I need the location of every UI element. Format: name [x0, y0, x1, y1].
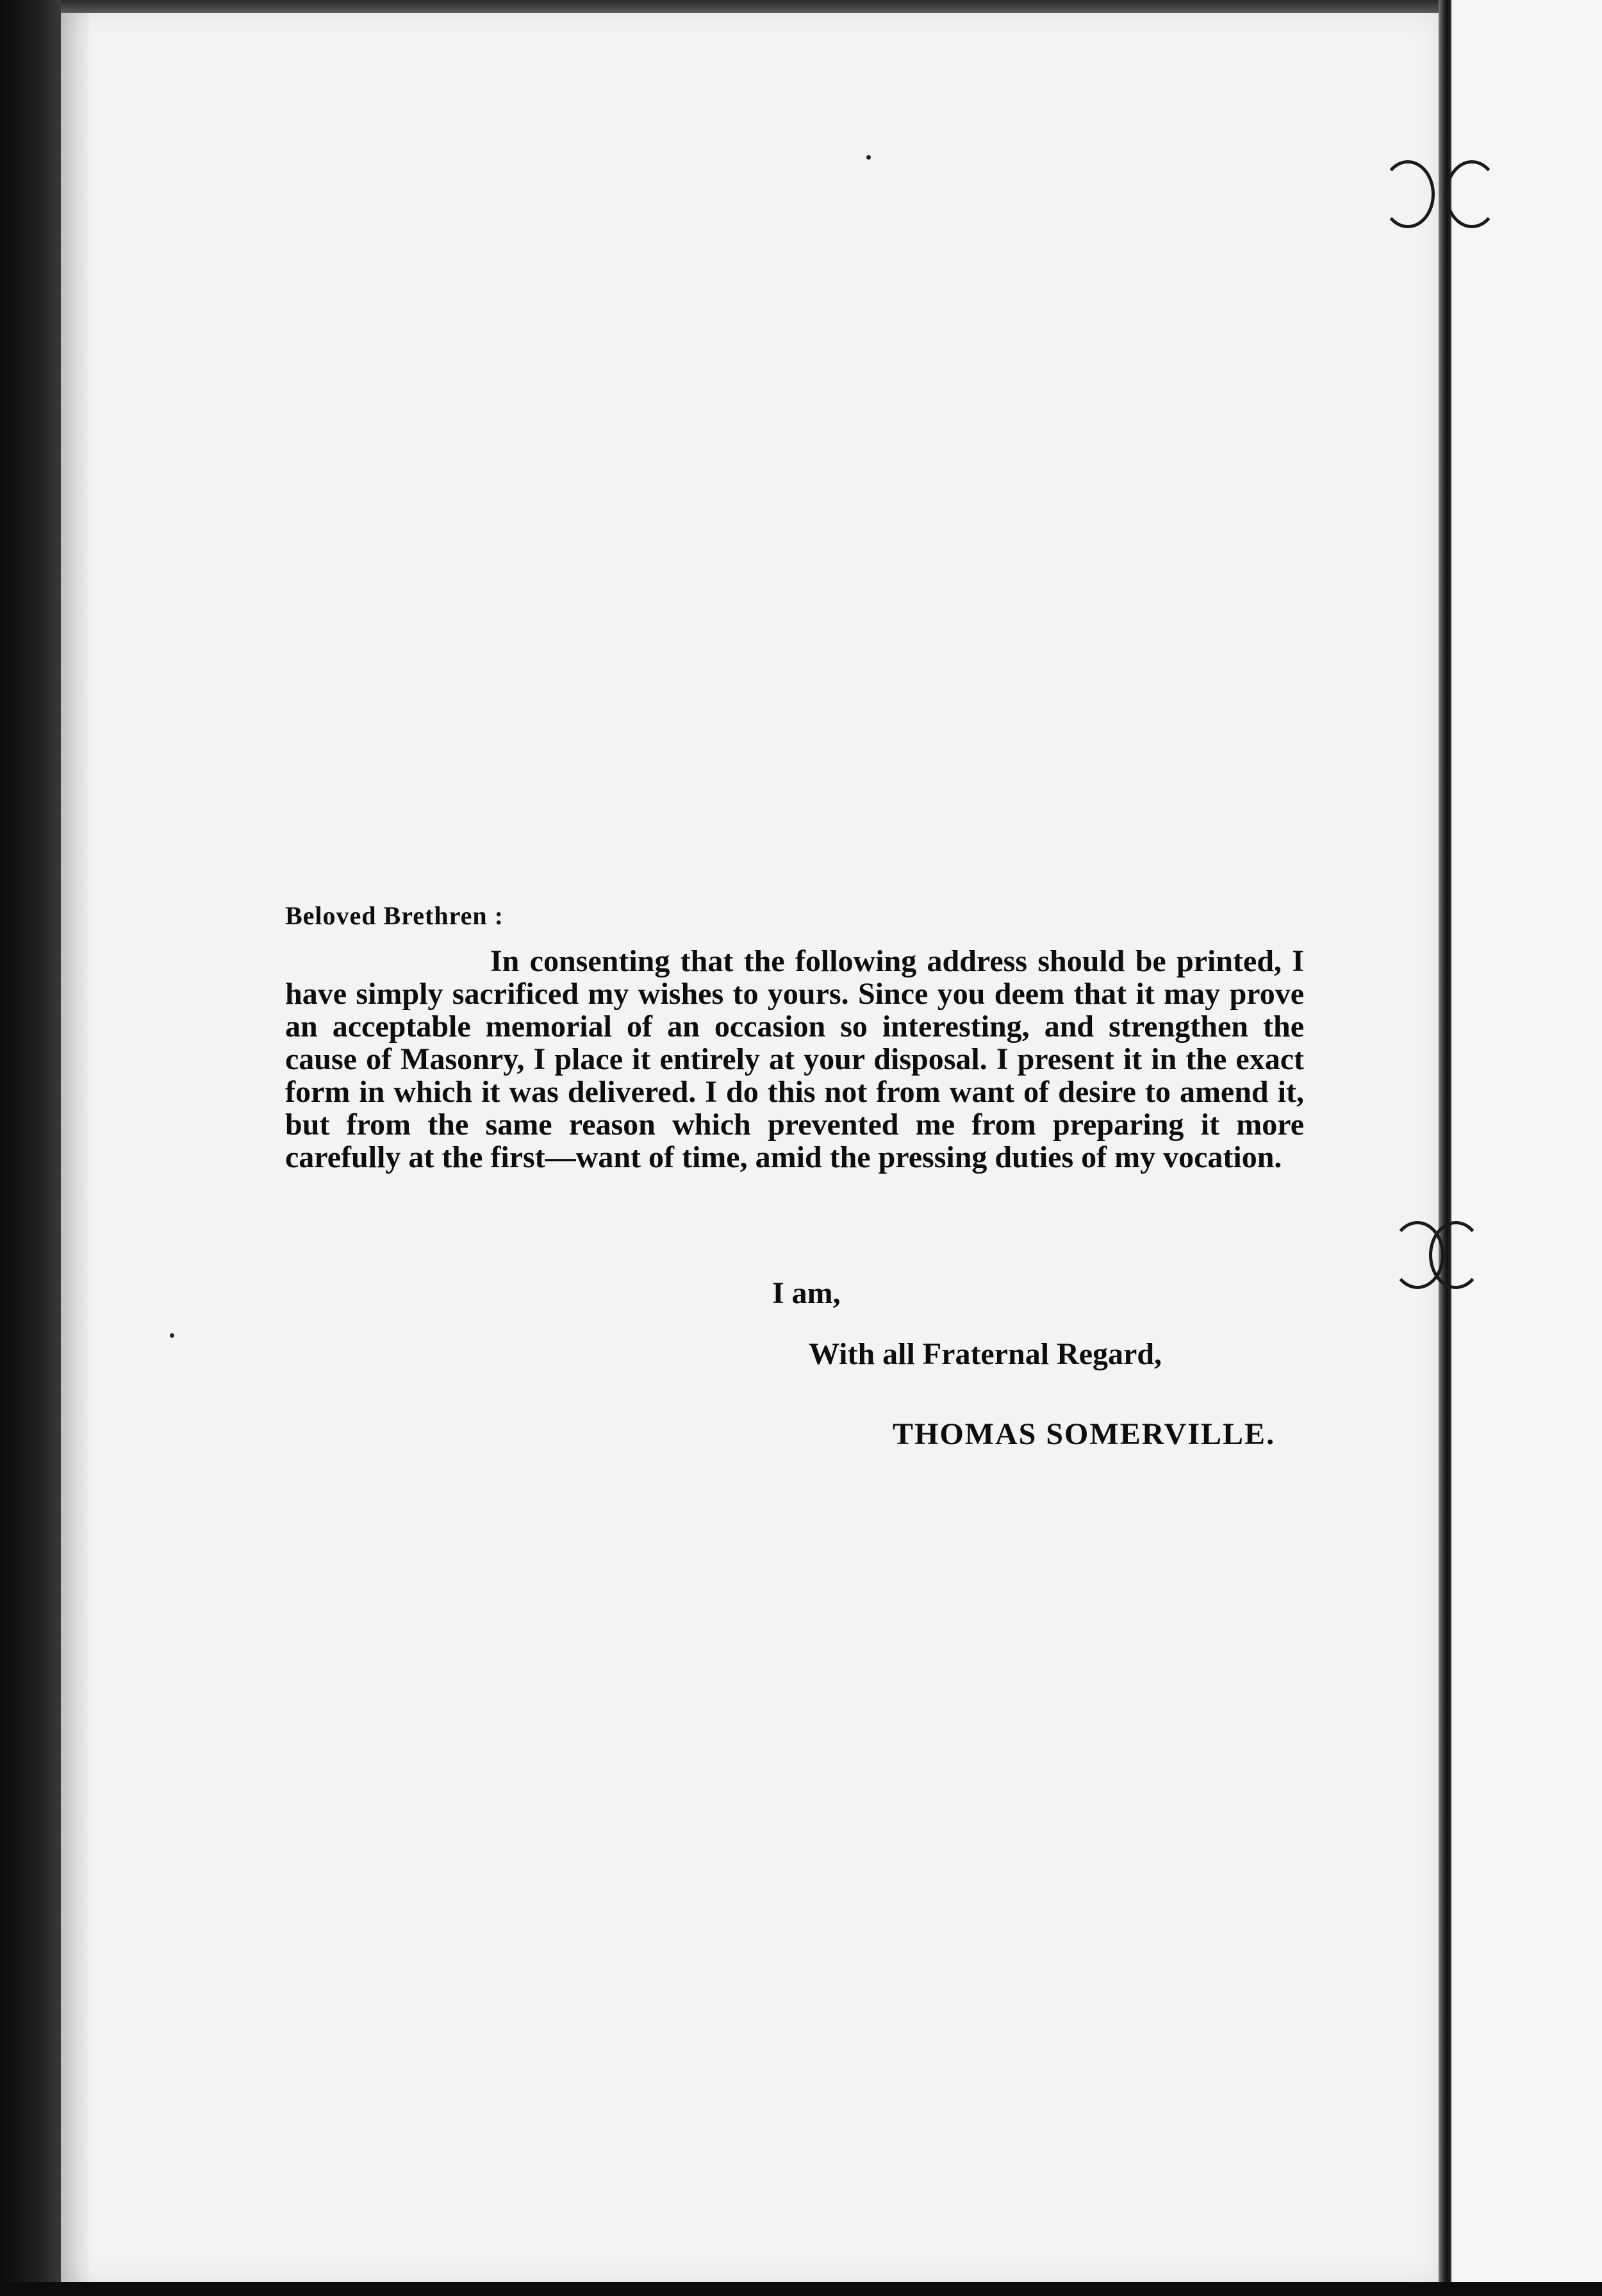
closing-line: I am, [772, 1276, 841, 1310]
salutation: Beloved Brethren : [285, 901, 504, 930]
closing-regards: With all Fraternal Regard, [809, 1337, 1162, 1371]
paper-speck [170, 1333, 174, 1338]
paper-speck [866, 155, 871, 160]
adjacent-page-edge [1451, 0, 1602, 2296]
binding-ring-icon [1445, 160, 1499, 228]
letter-body: In consenting that the following address should be printed, I have simply sacrificed my wishes to yours. Since you deem that it may prove an acceptable memorial of an occasion so interesting, and strengthen the cause of Masonry, I place it entirely at your disposal. I present it in the exact form in which it was delivered. I do this not from want of desire to amend it, but from the same reason which prevented me from preparing it more carefully at the first—want of time, amid the pressing duties of my vocation. [285, 944, 1304, 1174]
page-gutter-shadow [61, 13, 93, 2282]
binding-ring-icon [1429, 1221, 1483, 1289]
scan-bottom-edge [0, 2282, 1602, 2296]
signature: THOMAS SOMERVILLE. [893, 1417, 1276, 1451]
scan-left-edge [0, 0, 61, 2296]
binding-ring-icon [1381, 160, 1435, 228]
letter-block [285, 901, 1304, 1174]
